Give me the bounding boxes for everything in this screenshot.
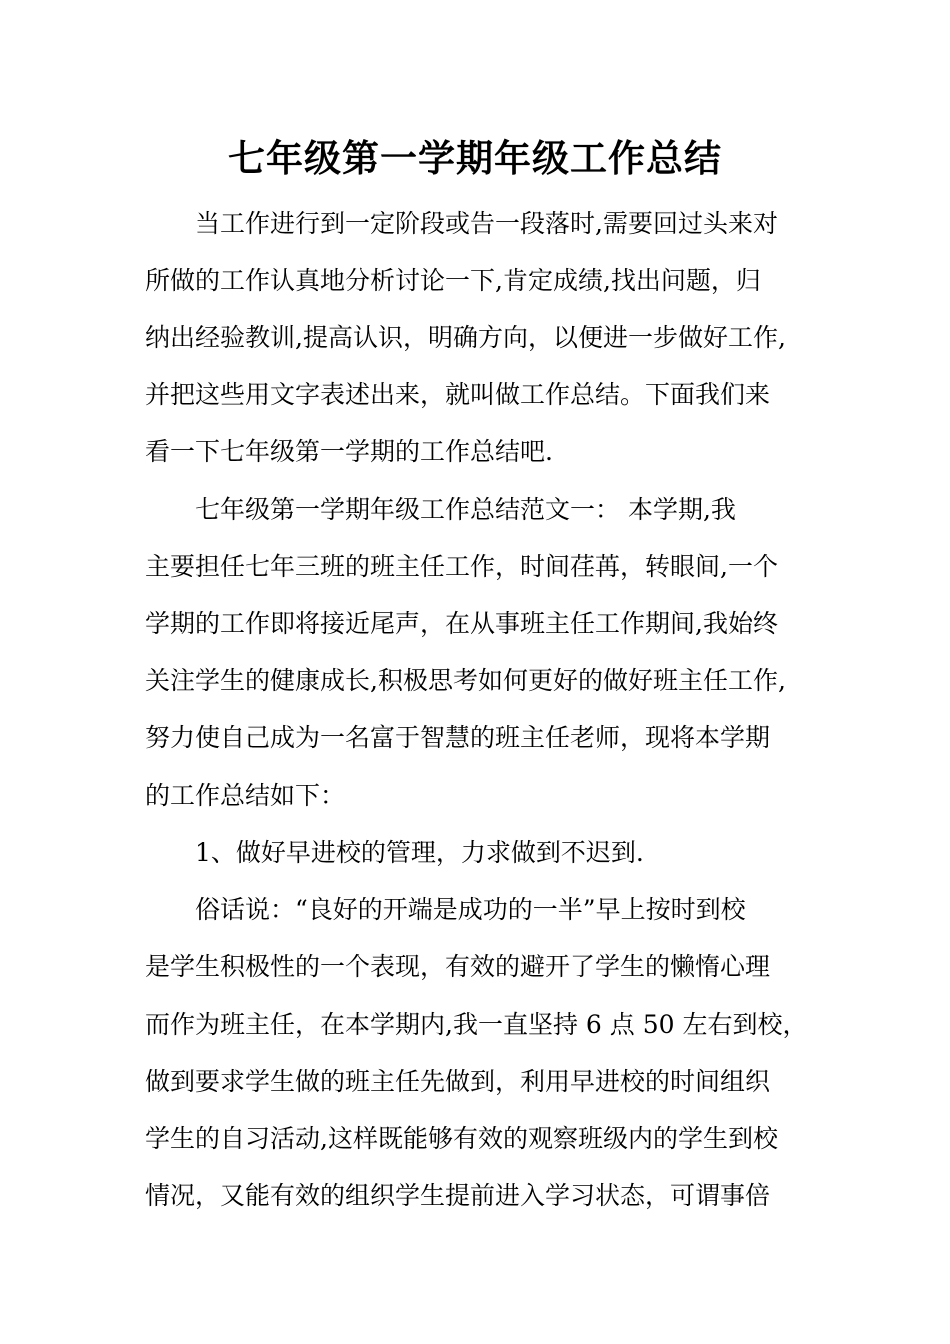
document-title: 七年级第一学期年级工作总结 (228, 136, 722, 180)
text-line: 关注学生的健康成长,积极思考如何更好的做好班主任工作, (145, 666, 786, 695)
text-line: 是学生积极性的一个表现，有效的避开了学生的懒惰心理 (145, 952, 771, 981)
text-line: 看一下七年级第一学期的工作总结吧. (145, 437, 553, 466)
text-line: 七年级第一学期年级工作总结范文一： 本学期,我 (195, 495, 736, 524)
text-line: 的工作总结如下： (145, 781, 346, 810)
text-line: 当工作进行到一定阶段或告一段落时,需要回过头来对 (195, 209, 778, 238)
text-line: 纳出经验教训,提高认识，明确方向，以便进一步做好工作, (145, 323, 786, 352)
text-line: 主要担任七年三班的班主任工作，时间荏苒，转眼间,一个 (145, 552, 778, 581)
text-line: 学期的工作即将接近尾声，在从事班主任工作期间,我始终 (145, 609, 778, 638)
text-line: 做到要求学生做的班主任先做到，利用早进校的时间组织 (145, 1067, 771, 1096)
text-line: 所做的工作认真地分析讨论一下,肯定成绩,找出问题，归 (145, 266, 761, 295)
text-line: 而作为班主任，在本学期内,我一直坚持 6 点 50 左右到校， (145, 1010, 808, 1039)
text-line: 并把这些用文字表述出来，就叫做工作总结。下面我们来 (145, 380, 771, 409)
text-line: 情况，又能有效的组织学生提前进入学习状态，可谓事倍 (145, 1181, 771, 1210)
text-line: 学生的自习活动,这样既能够有效的观察班级内的学生到校 (145, 1124, 778, 1153)
text-line: 俗话说：“良好的开端是成功的一半”早上按时到校 (195, 895, 746, 924)
text-line: 1、做好早进校的管理，力求做到不迟到. (195, 838, 644, 867)
text-line: 努力使自己成为一名富于智慧的班主任老师，现将本学期 (145, 723, 771, 752)
